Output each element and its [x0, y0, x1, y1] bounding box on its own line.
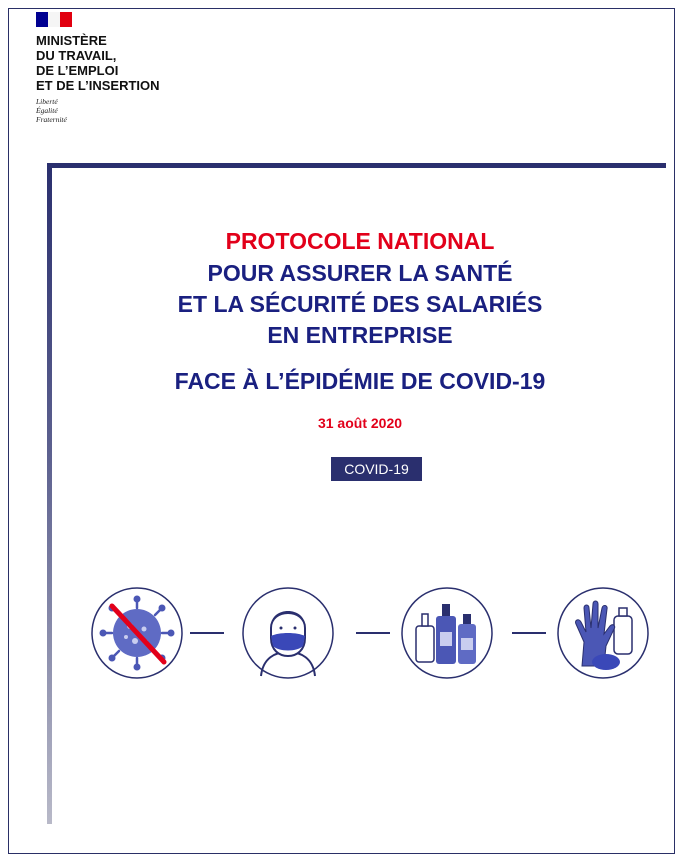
face-mask-icon — [241, 586, 335, 680]
document-page — [8, 8, 675, 854]
title-epidemic: FACE À L’ÉPIDÉMIE DE COVID-19 — [174, 368, 546, 394]
ministry-name — [36, 33, 160, 93]
disinfectant-bottles-icon — [400, 586, 494, 680]
ministry-line: DE L’EMPLOI — [36, 63, 119, 78]
decorative-bar-left — [47, 163, 52, 824]
connector-line — [356, 632, 390, 634]
covid-badge: COVID-19 — [331, 457, 422, 481]
motto-line: Égalité — [36, 106, 58, 115]
title-subtitle — [60, 258, 660, 351]
title-protocol: PROTOCOLE NATIONAL — [225, 228, 495, 254]
decorative-bar-top — [47, 163, 666, 168]
title-line: EN ENTREPRISE — [267, 322, 453, 348]
title-line: POUR ASSURER LA SANTÉ — [207, 260, 513, 286]
motto-line: Fraternité — [36, 115, 67, 124]
title-line: ET LA SÉCURITÉ DES SALARIÉS — [177, 291, 543, 317]
connector-line — [190, 632, 224, 634]
no-virus-icon — [90, 586, 184, 680]
marianne-flag-icon — [36, 12, 72, 27]
gloves-icon — [556, 586, 650, 680]
ministry-logo — [36, 12, 160, 124]
icon-row — [0, 580, 684, 690]
ministry-line: DU TRAVAIL, — [36, 48, 117, 63]
ministry-line: MINISTÈRE — [36, 33, 107, 48]
motto — [36, 97, 160, 124]
ministry-line: ET DE L’INSERTION — [36, 78, 160, 93]
motto-line: Liberté — [36, 97, 58, 106]
connector-line — [512, 632, 546, 634]
document-date: 31 août 2020 — [317, 415, 403, 431]
